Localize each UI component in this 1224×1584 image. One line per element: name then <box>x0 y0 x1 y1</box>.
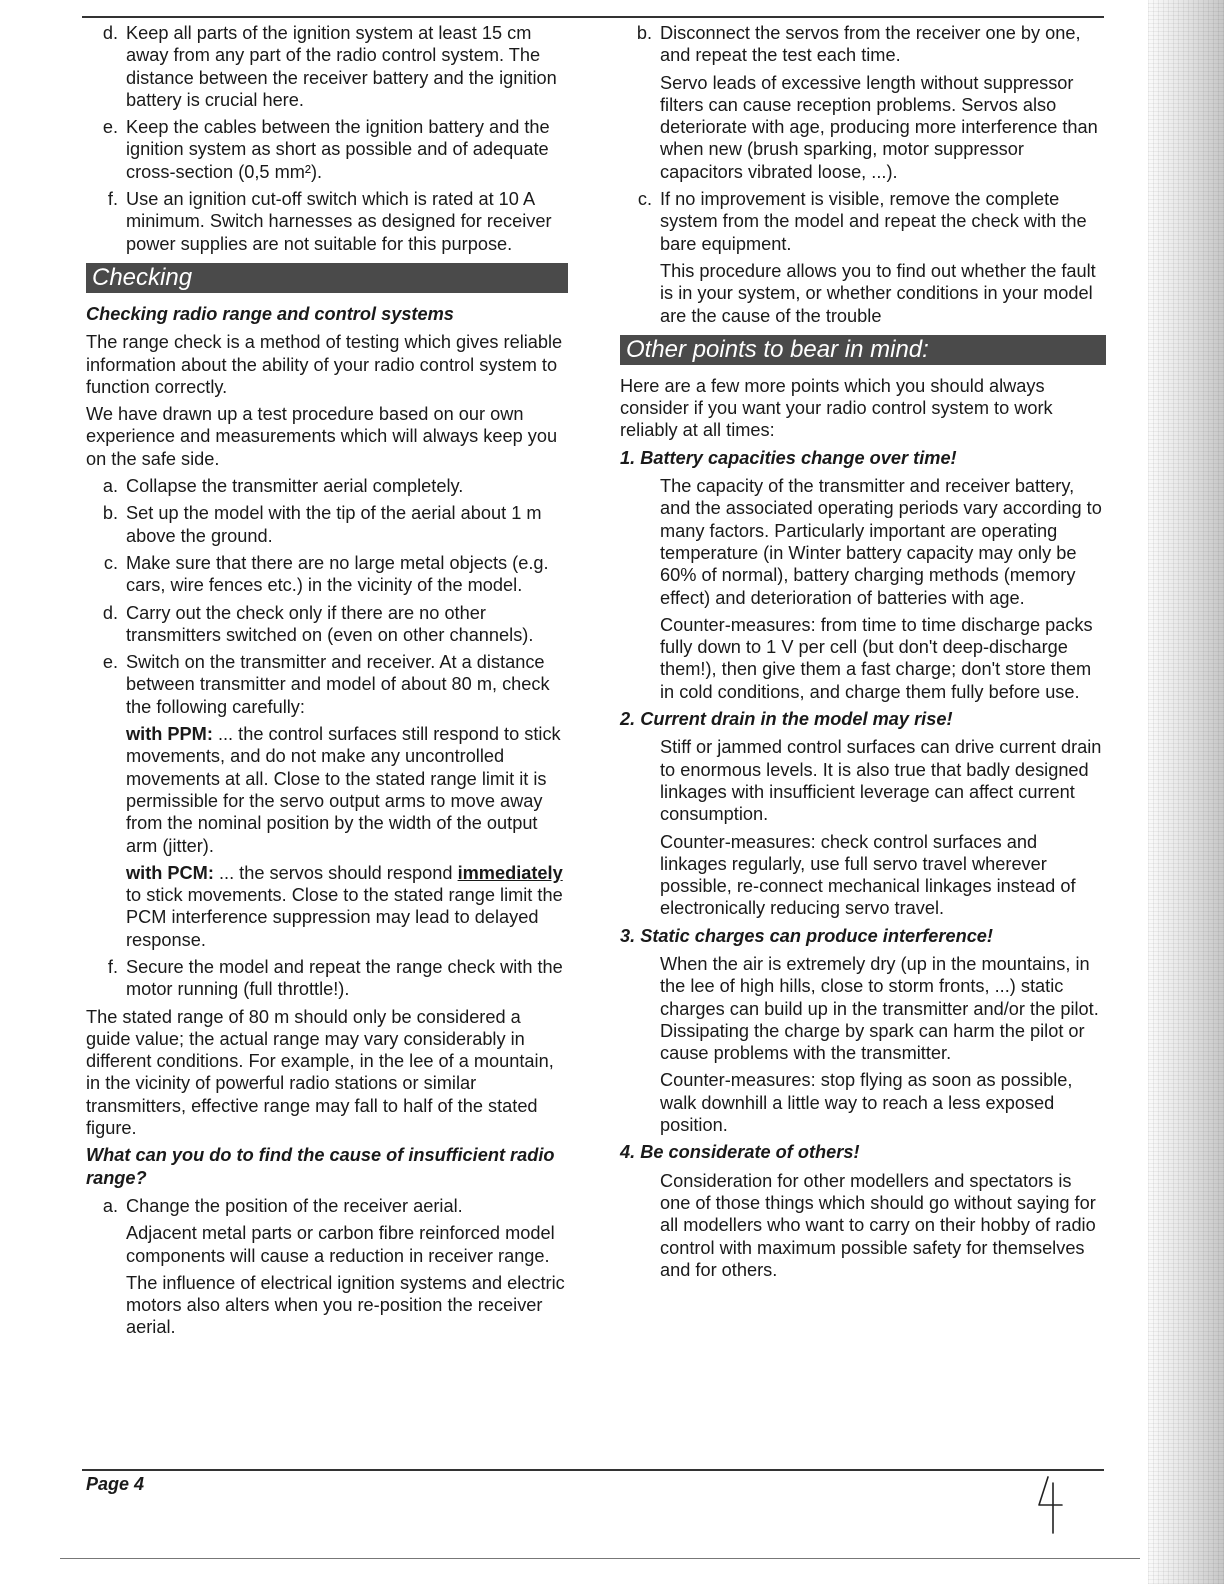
item-marker: b. <box>636 23 652 43</box>
list-item <box>86 552 568 597</box>
item-text: Secure the model and repeat the range check with the motor running (full throttle!). <box>126 956 563 1000</box>
item-text: Use an ignition cut-off switch which is rated at 10 A minimum. Switch harnesses as designed for receiver power supplies are not suitable for this purpose. <box>126 189 552 254</box>
item-text: Make sure that there are no large metal objects (e.g. cars, wire fences etc.) in the vicinity of the model. <box>126 552 549 596</box>
cause-heading: What can you do to find the cause of insufficient radio range? <box>86 1145 555 1188</box>
list-item <box>86 1195 568 1339</box>
footer-rule <box>60 1558 1140 1559</box>
list-item <box>620 188 1106 327</box>
point-paragraph: Consideration for other modellers and spectators is one of those things which should go without saying for all modellers who want to carry on their hobby of radio control with maximum possible safety for themselves and for others. <box>660 1170 1096 1280</box>
point-paragraph: Counter-measures: check control surfaces and linkages regularly, use full servo travel wherever possible, re-connect mechanical linkages instead of electronically reducing servo travel. <box>660 831 1076 919</box>
item-marker: a. <box>102 1195 118 1216</box>
page-number: Page 4 <box>86 1474 145 1494</box>
item-text: If no improvement is visible, remove the complete system from the model and repeat the check with the bare equipment. <box>660 189 1087 254</box>
item-text: Carry out the check only if there are no other transmitters switched on (even on other channels). <box>126 602 534 645</box>
item-text: Servo leads of excessive length without suppressor filters can cause reception problems. Servos also deteriorate with age, producing more interference than when new (brush sparking, motor suppressor capacitors vibrated loose, ...). <box>660 72 1098 182</box>
left-column <box>86 22 568 1344</box>
point-heading: 3. Static charges can produce interference! <box>620 925 993 946</box>
top-rule <box>82 16 1104 18</box>
range-intro-paragraph: We have drawn up a test procedure based on our own experience and measurements which will always keep you on the safe side. <box>86 404 558 469</box>
item-text: Keep the cables between the ignition battery and the ignition system as short as possible and of adequate cross-section (0,5 mm²). <box>126 117 550 182</box>
item-marker: b. <box>102 503 118 524</box>
section-title-other-points: Other points to bear in mind: <box>620 335 1106 365</box>
pcm-paragraph <box>126 862 568 951</box>
pcm-label: with PCM: <box>126 862 214 883</box>
pcm-text: to stick movements. Close to the stated range limit the PCM interference suppression may lead to delayed response. <box>126 885 563 950</box>
range-note-paragraph: The stated range of 80 m should only be considered a guide value; the actual range may vary considerably in different conditions. For example, in the lee of a mountain, in the vicinity of powerful radio stations or similar transmitters, effective range may fall to half of the stated figure. <box>86 1006 554 1139</box>
ppm-label: with PPM: <box>126 724 213 745</box>
item-text: Switch on the transmitter and receiver. At a distance between transmitter and model of about 80 m, check the following carefully: <box>126 652 550 717</box>
item-marker: d. <box>102 23 118 43</box>
list-item <box>86 602 568 647</box>
point-paragraph: When the air is extremely dry (up in the mountains, in the lee of high hills, close to storm fronts, ...) static charges can build up in the transmitter and/or the pilot. Dissipating the charge by spark can harm the pilot or cause problems with the transmitter. <box>660 953 1099 1064</box>
pcm-emphasis: immediately <box>457 862 563 883</box>
range-intro-paragraph: The range check is a method of testing which gives reliable information about the ability of your radio control system to function correctly. <box>86 332 563 397</box>
item-text: Disconnect the servos from the receiver one by one, and repeat the test each time. <box>660 23 1081 66</box>
scan-edge-artifact <box>1148 0 1224 1584</box>
handwritten-page-mark <box>1036 1475 1066 1539</box>
list-item <box>86 651 568 951</box>
list-item <box>86 22 568 111</box>
item-text: Change the position of the receiver aerial. <box>126 1195 463 1216</box>
item-marker: a. <box>102 476 118 497</box>
point-paragraph: Stiff or jammed control surfaces can drive current drain to enormous levels. It is also true that badly designed linkages with insufficient leverage can affect current consumption. <box>660 737 1102 825</box>
item-marker: d. <box>102 602 118 623</box>
list-item <box>86 188 568 255</box>
item-marker: f. <box>107 956 118 977</box>
list-item <box>86 116 568 183</box>
bottom-rule <box>82 1469 1104 1471</box>
other-intro-paragraph: Here are a few more points which you should always consider if you want your radio control system to work reliably at all times: <box>620 375 1053 441</box>
item-text: The influence of electrical ignition systems and electric motors also alters when you re-position the receiver aerial. <box>126 1272 565 1338</box>
range-check-heading: Checking radio range and control systems <box>86 303 454 324</box>
list-item <box>86 956 568 1001</box>
item-text: This procedure allows you to find out whether the fault is in your system, or whether conditions in your model are the cause of the trouble <box>660 260 1096 326</box>
item-text: Collapse the transmitter aerial completely. <box>126 476 464 497</box>
point-paragraph: The capacity of the transmitter and receiver battery, and the associated operating periods vary according to many factors. Particularly important are operating temperature (in Winter battery capacity may only be 60% of normal), battery charging methods (memory effect) and deterioration of batteries with age. <box>660 476 1102 608</box>
point-paragraph: Counter-measures: stop flying as soon as possible, walk downhill a little way to reach a less exposed position. <box>660 1070 1073 1136</box>
point-heading: 4. Be considerate of others! <box>620 1142 860 1163</box>
item-marker: f. <box>107 189 118 210</box>
item-text: Set up the model with the tip of the aerial about 1 m above the ground. <box>126 503 542 546</box>
point-heading: 1. Battery capacities change over time! <box>620 447 957 468</box>
list-item <box>620 22 1106 183</box>
item-text: Keep all parts of the ignition system at least 15 cm away from any part of the radio control system. The distance between the receiver battery and the ignition battery is crucial here. <box>126 23 557 110</box>
item-marker: c. <box>103 552 118 573</box>
item-marker: e. <box>102 117 118 138</box>
point-heading: 2. Current drain in the model may rise! <box>620 709 953 730</box>
list-item <box>86 502 568 547</box>
ppm-text: ... the control surfaces still respond to stick movements, and do not make any uncontrolled movements at all. Close to the stated range limit it is permissible for the servo output arms to move away from the nominal position by the width of the output arm (jitter). <box>126 724 561 856</box>
point-paragraph: Counter-measures: from time to time discharge packs fully down to 1 V per cell (but don't deep-discharge them!), then give them a fast charge; don't store them in cold conditions, and charge them fully before use. <box>660 614 1093 702</box>
ppm-paragraph <box>126 723 568 857</box>
item-marker: c. <box>637 189 652 210</box>
section-title-checking: Checking <box>86 263 568 293</box>
pcm-text: ... the servos should respond <box>218 862 453 883</box>
item-text: Adjacent metal parts or carbon fibre reinforced model components will cause a reduction in receiver range. <box>126 1223 555 1266</box>
right-column <box>620 22 1106 1286</box>
list-item <box>86 475 568 497</box>
item-marker: e. <box>102 652 118 673</box>
